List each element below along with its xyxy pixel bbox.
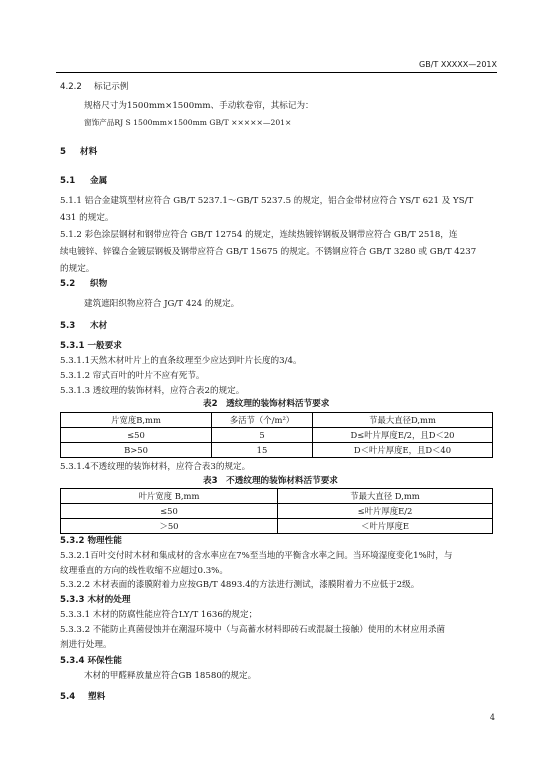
- table-cell: D≤叶片厚度E/2，且D＜20: [313, 428, 493, 443]
- section-number: 5.4: [60, 692, 76, 702]
- table-cell: ＜叶片厚度E: [278, 519, 493, 534]
- table-cell: ＞50: [61, 519, 278, 534]
- table-cell: ≤50: [61, 504, 278, 519]
- paragraph-line: 5.3.1.4不透纹理的装饰材料，应符合表3的规定。: [60, 462, 251, 472]
- table-cell: ≤叶片厚度E/2: [278, 504, 493, 519]
- paragraph-line: 431 的规定。: [60, 213, 114, 223]
- subsection-title: 5.3.4 环保性能: [60, 656, 122, 666]
- section-title: 材料: [80, 147, 98, 157]
- paragraph-line: 窗饰产品RJ S 1500mm×1500mm GB/T ×××××—201×: [84, 118, 292, 127]
- header-code: GB/T XXXXX—201X: [419, 60, 497, 69]
- paragraph-line: 规格尺寸为1500mm×1500mm、手动软卷帘，其标记为：: [84, 101, 314, 111]
- paragraph-line: 5.3.1.3 透纹理的装饰材料，应符合表2的规定。: [60, 386, 245, 396]
- section-title: 织物: [90, 279, 108, 289]
- section-number: 4.2.2: [60, 82, 82, 92]
- paragraph-line: 5.3.3.2 不能防止真菌侵蚀并在潮湿环境中（与高蓄水材料即砖石或混凝土接触）使用的木材应用杀菌: [60, 625, 446, 635]
- subsection-title: 5.3.2 物理性能: [60, 536, 122, 546]
- table-header-row: [61, 489, 493, 504]
- table-header-cell: 叶片宽度 B,mm: [61, 489, 278, 504]
- page-number: 4: [489, 713, 495, 722]
- paragraph-line: 5.1.1 铝合金建筑型材应符合 GB/T 5237.1～GB/T 5237.5 的规定，铝合金带材应符合 YS/T 621 及 YS/T: [60, 196, 474, 206]
- table-cell: 15: [212, 443, 313, 458]
- section-title: 木材: [90, 321, 108, 331]
- table-cell: B>50: [61, 443, 212, 458]
- table-row: [61, 504, 493, 519]
- paragraph-line: 5.3.1.2 帘式百叶的叶片不应有死节。: [60, 371, 205, 381]
- header-rule: [56, 72, 497, 73]
- table-row: [61, 428, 493, 443]
- paragraph-line: 剂进行处理。: [60, 640, 112, 650]
- table-row: [61, 443, 493, 458]
- table-3: [60, 488, 493, 534]
- section-title: 标记示例: [94, 82, 129, 92]
- paragraph-line: 纹理垂直的方向的线性收缩不应超过0.3%。: [60, 566, 228, 576]
- table-header-cell: 多活节（个/m²）: [212, 413, 313, 428]
- section-number: 5.2: [60, 279, 76, 289]
- subsection-title: 5.3.3 木材的处理: [60, 595, 131, 605]
- paragraph-line: 5.3.2.2 木材表面的漆膜附着力应按GB/T 4893.4的方法进行测试，漆膜附着力不应低于2级。: [60, 580, 420, 590]
- section-title: 金属: [90, 176, 108, 186]
- section-number: 5.3: [60, 321, 76, 331]
- paragraph-line: 建筑遮阳织物应符合 JG/T 424 的规定。: [84, 299, 240, 309]
- paragraph-line: 5.1.2 彩色涂层钢材和钢带应符合 GB/T 12754 的规定，连续热镀锌钢板及钢带应符合 GB/T 2518，连: [60, 230, 458, 240]
- table-caption: 表2 透纹理的装饰材料活节要求: [203, 399, 330, 409]
- section-title: 塑料: [88, 692, 106, 702]
- paragraph-line: 续电镀锌、锌镍合金镀层钢板及钢带应符合 GB/T 15675 的规定。不锈钢应符合 GB/T 3280 或 GB/T 4237: [60, 247, 477, 257]
- table-header-cell: 节最大直径 D,mm: [278, 489, 493, 504]
- table-header-cell: 片宽度B,mm: [61, 413, 212, 428]
- table-cell: ≤50: [61, 428, 212, 443]
- table-cell: D＜叶片厚度E，且D＜40: [313, 443, 493, 458]
- paragraph-line: 的规定。: [60, 264, 95, 274]
- table-2: [60, 412, 493, 458]
- table-header-cell: 节最大直径D,mm: [313, 413, 493, 428]
- paragraph-line: 5.3.2.1百叶交付时木材和集成材的含水率应在7%至当地的平衡含水率之间。当环境湿度变化1%时，与: [60, 551, 453, 561]
- section-number: 5.1: [60, 176, 76, 186]
- table-cell: 5: [212, 428, 313, 443]
- table-row: [61, 519, 493, 534]
- paragraph-line: 木材的甲醛释放量应符合GB 18580的规定。: [84, 671, 257, 681]
- subsection-title: 5.3.1 一般要求: [60, 341, 122, 351]
- paragraph-line: 5.3.3.1 木材的防腐性能应符合LY/T 1636的规定；: [60, 610, 258, 620]
- table-caption: 表3 不透纹理的装饰材料活节要求: [203, 476, 338, 486]
- table-header-row: [61, 413, 493, 428]
- section-number: 5: [60, 147, 66, 157]
- paragraph-line: 5.3.1.1天然木材叶片上的直条纹理至少应达到叶片长度的3/4。: [60, 356, 302, 366]
